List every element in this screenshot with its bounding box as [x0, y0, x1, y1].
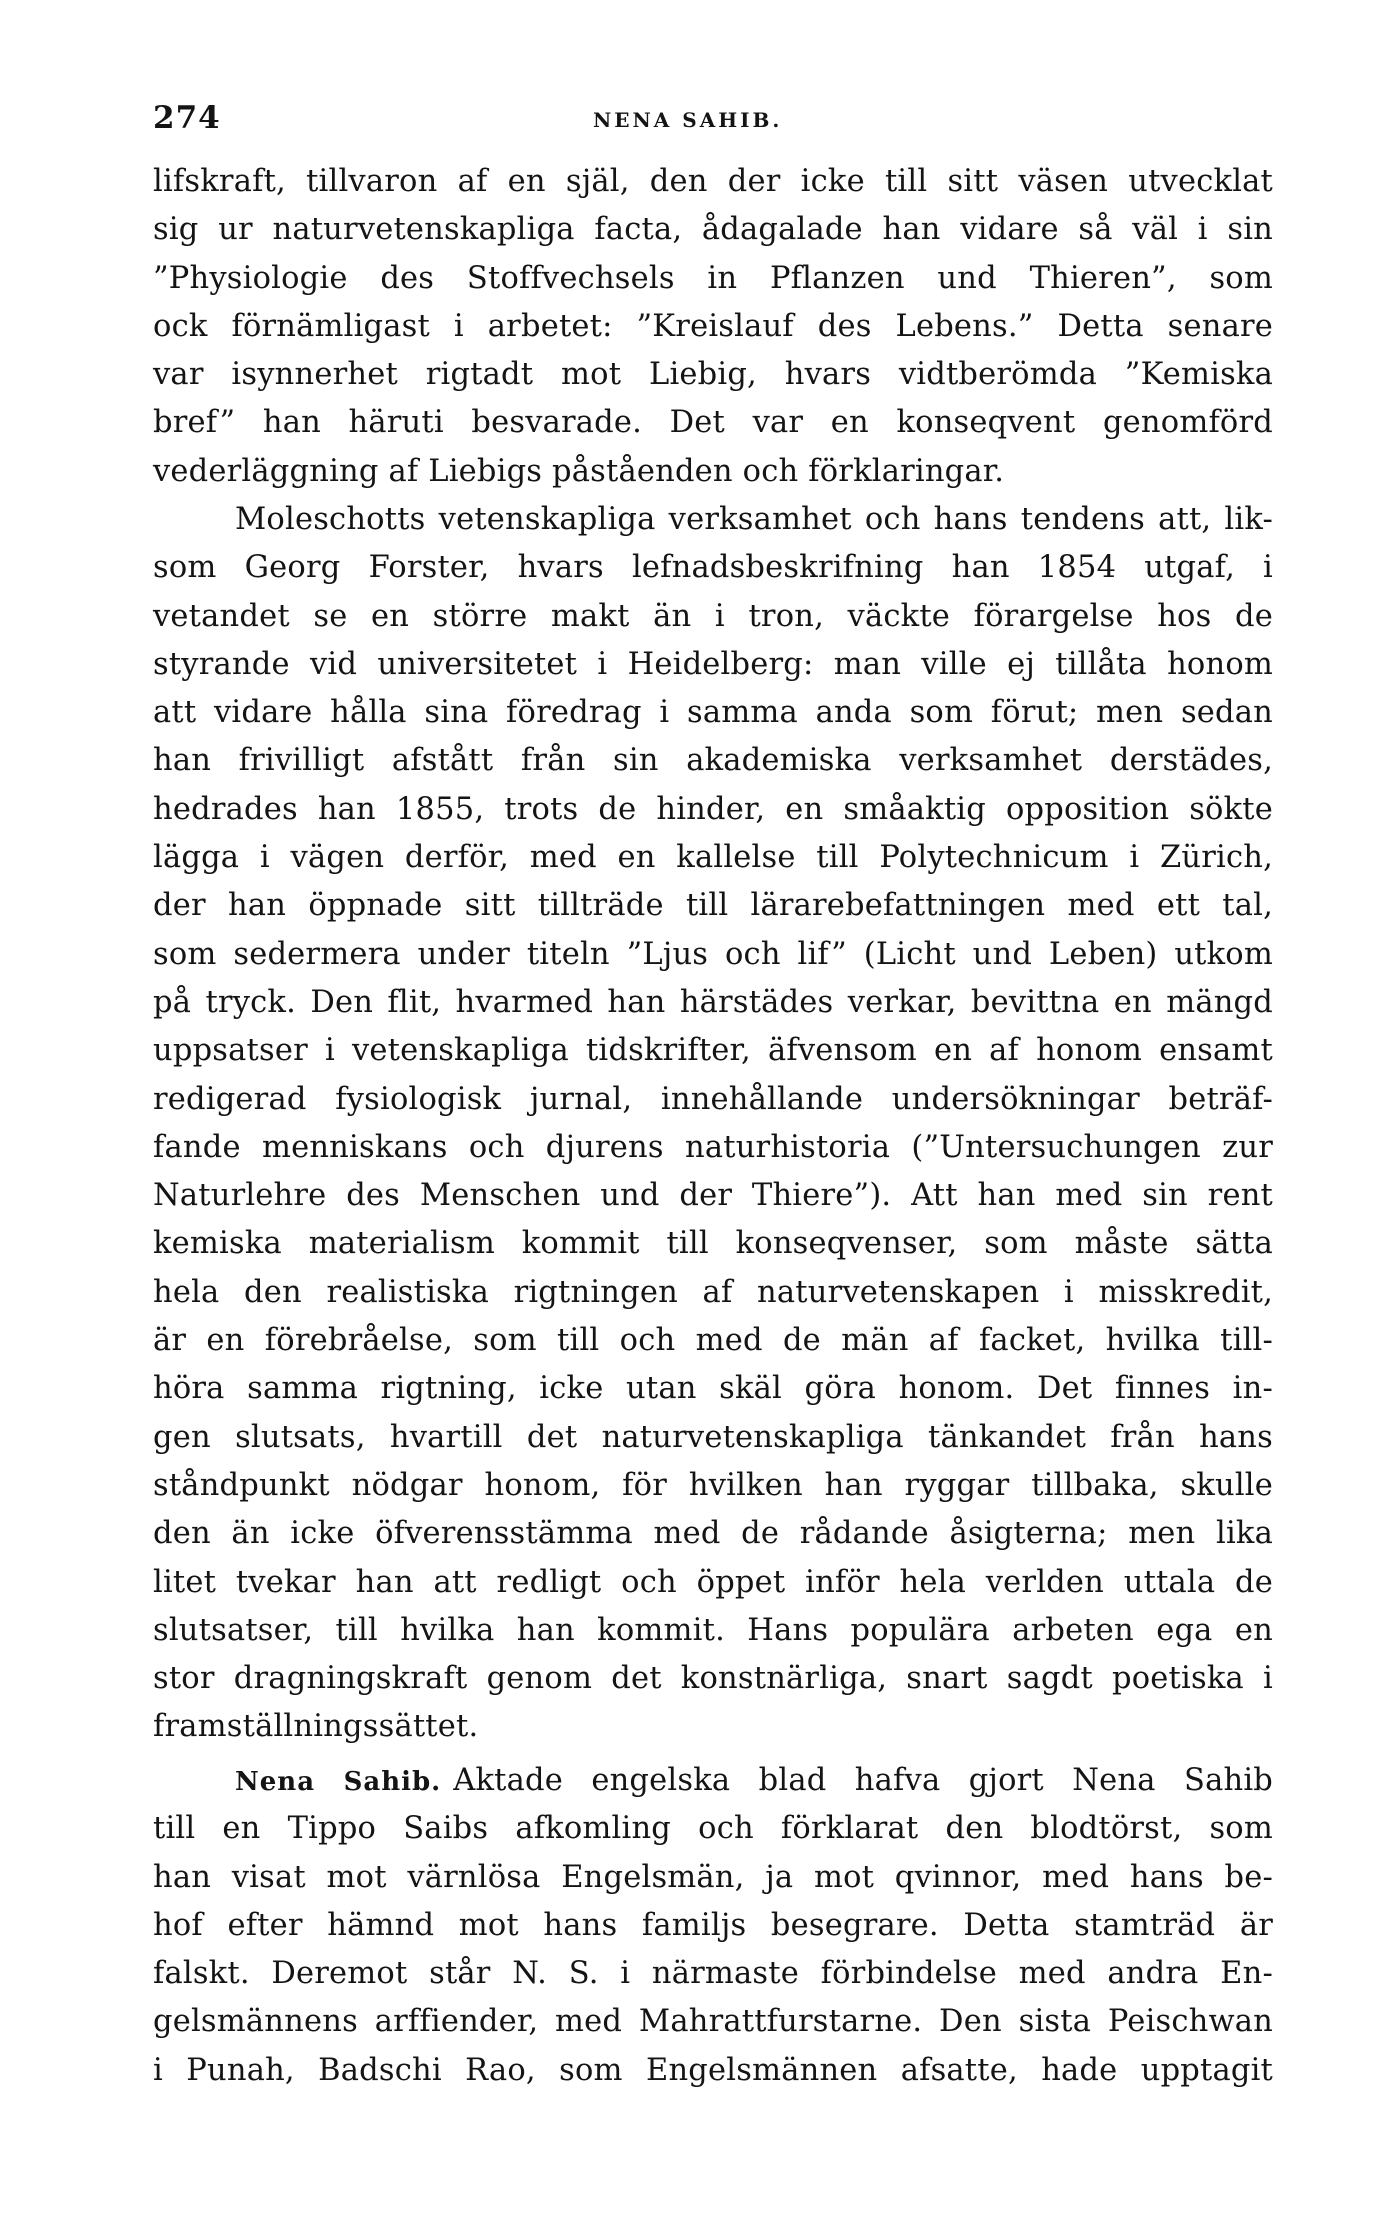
text-line: hof efter hämnd mot hans familjs besegrare. Detta stamträd är	[153, 1907, 1273, 1943]
page-header	[153, 100, 1273, 150]
text-line: fande menniskans och djurens naturhistoria (”Untersuchungen zur	[153, 1129, 1273, 1165]
text-line: i Punah, Badschi Rao, som Engelsmännen afsatte, hade upptagit	[153, 2052, 1273, 2088]
entry-nena-sahib	[153, 1757, 1273, 2095]
text-line: bref” han häruti besvarade. Det var en konseqvent genomförd	[153, 405, 1273, 441]
page-number: 274	[153, 100, 221, 136]
text-line: hela den realistiska rigtningen af naturvetenskapen i misskredit,	[153, 1274, 1273, 1310]
text-line: lifskraft, tillvaron af en själ, den der icke till sitt väsen utvecklat	[153, 164, 1273, 199]
text-line: Naturlehre des Menschen und der Thiere”). Att han med sin rent	[153, 1178, 1273, 1214]
text-line: der han öppnade sitt tillträde till lärarebefattningen med ett tal,	[153, 888, 1273, 924]
text-line: han visat mot värnlösa Engelsmän, ja mot qvinnor, med hans be-	[153, 1859, 1273, 1895]
running-head: NENA SAHIB.	[593, 108, 783, 132]
text-line: den än icke öfverensstämma med de rådande åsigterna; men lika	[153, 1516, 1273, 1552]
paragraph-continuation	[153, 158, 1273, 496]
text-line: redigerad fysiologisk jurnal, innehållande undersökningar beträf-	[153, 1081, 1273, 1117]
text-line: ock förnämligast i arbetet: ”Kreislauf des Lebens.” Detta senare	[153, 308, 1273, 344]
text-line: litet tvekar han att redligt och öppet inför hela verlden uttala de	[153, 1564, 1273, 1600]
text-line: hedrades han 1855, trots de hinder, en småaktig opposition sökte	[153, 791, 1273, 827]
text-line: sig ur naturvetenskapliga facta, ådagalade han vidare så väl i sin	[153, 212, 1273, 248]
text-line: slutsatser, till hvilka han kommit. Hans populära arbeten ega en	[153, 1612, 1273, 1648]
text-line: falskt. Deremot står N. S. i närmaste förbindelse med andra En-	[153, 1956, 1273, 1992]
text-line: styrande vid universitetet i Heidelberg: man ville ej tillåta honom	[153, 646, 1273, 682]
text-line: stor dragningskraft genom det konstnärliga, snart sagdt poetiska i	[153, 1661, 1273, 1697]
entry-first-line	[153, 1757, 1273, 1805]
text-line: var isynnerhet rigtadt mot Liebig, hvars vidtberömda ”Kemiska	[153, 357, 1273, 393]
text-line: att vidare hålla sina föredrag i samma anda som förut; men sedan	[153, 695, 1273, 731]
text-line: kemiska materialism kommit till konseqvenser, som måste sätta	[153, 1226, 1273, 1262]
text-line: ståndpunkt nödgar honom, för hvilken han ryggar tillbaka, skulle	[153, 1467, 1273, 1503]
text-line: till en Tippo Saibs afkomling och förklarat den blodtörst, som	[153, 1811, 1273, 1847]
text-line: höra samma rigtning, icke utan skäl göra honom. Det finnes in-	[153, 1371, 1273, 1407]
entry-heading: Nena Sahib.	[235, 1767, 442, 1797]
text-line: han frivilligt afstått från sin akademiska verksamhet derstädes,	[153, 743, 1273, 779]
text-line: Moleschotts vetenskapliga verksamhet och hans tendens att, lik-	[235, 502, 1273, 537]
text-line: som Georg Forster, hvars lefnadsbeskrifning han 1854 utgaf, i	[153, 550, 1273, 586]
text-line: gelsmännens arffiender, med Mahrattfurstarne. Den sista Peischwan	[153, 2004, 1273, 2040]
text-line: uppsatser i vetenskapliga tidskrifter, äfvensom en af honom ensamt	[153, 1033, 1273, 1069]
text-line: vederläggning af Liebigs påståenden och förklaringar.	[153, 453, 1005, 489]
text-line: lägga i vägen derför, med en kallelse till Polytechnicum i Zürich,	[153, 840, 1273, 876]
text-line: vetandet se en större makt än i tron, väckte förargelse hos de	[153, 598, 1273, 634]
paragraph-moleschott	[153, 496, 1273, 1752]
text-line: på tryck. Den flit, hvarmed han härstädes verkar, bevittna en mängd	[153, 984, 1273, 1020]
text-line: ”Physiologie des Stoffvechsels in Pflanzen und Thieren”, som	[153, 260, 1273, 296]
text-line: gen slutsats, hvartill det naturvetenskapliga tänkandet från hans	[153, 1419, 1273, 1455]
text-line: framställningssättet.	[153, 1709, 479, 1745]
text-line: Aktade engelska blad hafva gjort Nena Sahib	[453, 1763, 1273, 1798]
text-line: är en förebråelse, som till och med de män af facket, hvilka till-	[153, 1323, 1273, 1359]
text-line: som sedermera under titeln ”Ljus och lif” (Licht und Leben) utkom	[153, 936, 1273, 972]
